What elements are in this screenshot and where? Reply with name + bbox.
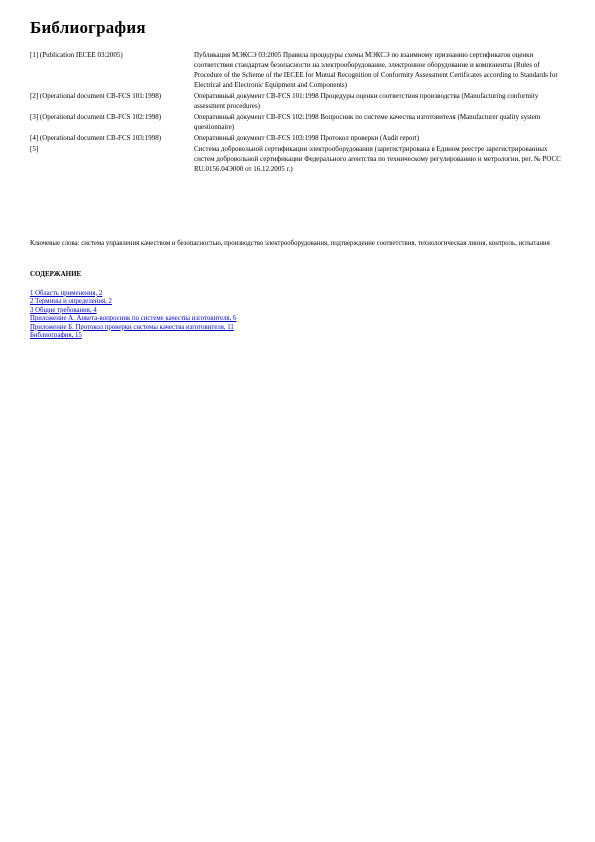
bibliography-row (30, 112, 563, 133)
bibliography-ref: [4] (Operational document CB-FCS 103:1998) (30, 134, 162, 142)
bibliography-ref: [1] (Publication IECEE 03:2005) (30, 51, 123, 59)
bibliography-description: Оперативный документ СВ-FCS 103:1998 Протокол проверки (Audit report) (194, 134, 420, 142)
keywords-paragraph: Ключевые слова: система управления качеством и безопасностью, производство электрооборудования, подтверждение соответствия, технологическая линия, контроль, испытания (30, 240, 550, 247)
toc-link-appendix-a[interactable]: Приложение А. Анкета-вопросник по системе качества изготовителя, 6 (30, 315, 237, 323)
toc-link-terms[interactable]: 2 Термины и определения, 2 (30, 298, 112, 306)
bibliography-ref: [5] (30, 145, 39, 153)
page-title: Библиография (30, 18, 146, 37)
bibliography-row (30, 50, 563, 91)
bibliography-description: Публикация МЭКСЭ 03:2005 Правила процедуры схемы МЭКСЭ по взаимному признанию сертификатов оценки соответствия стандартам безопасности на электрооборудование, электронное оборудование и компоненты (Rules of Procedure of the Scheme of the IECEE for Mutual Recognition of Conformity Assessment Certificates according to Standards for Electrical and Electronic Equipment and Components) (194, 51, 558, 89)
table-of-contents (30, 290, 565, 342)
toc-link-appendix-b[interactable]: Приложение Б. Протокол проверки системы качества изготовителя, 11 (30, 323, 234, 331)
bibliography-row (30, 144, 563, 175)
bibliography-row (30, 91, 563, 112)
bibliography-row (30, 133, 563, 144)
toc-link-bibliography[interactable]: Библиография, 15 (30, 332, 82, 340)
bibliography-description: Оперативный документ СВ-FCS 102:1998 Вопросник по системе качества изготовителя (Manufacturer quality system questionnaire) (194, 113, 541, 131)
toc-title: СОДЕРЖАНИЕ (30, 269, 82, 278)
bibliography-description: Оперативный документ СВ-FCS 101:1998 Процедуры оценки соответствия производства (Manufacturing conformity assessment procedures) (194, 92, 539, 110)
bibliography-table (30, 50, 563, 175)
bibliography-description: Система добровольной сертификации электрооборудования (зарегистрирована в Едином реестре зарегистрированных систем добровольной сертификации Федерального агентства по техническому регулированию и метрологии, рег. № РОСС RU.0156.04Э000 от 16.12.2005 г.) (194, 145, 561, 173)
toc-link-scope[interactable]: 1 Область применения, 2 (30, 289, 103, 297)
bibliography-ref: [2] (Operational document CB-FCS 101:1998) (30, 92, 162, 100)
toc-link-general-requirements[interactable]: 3 Общие требования, 4 (30, 306, 97, 314)
bibliography-ref: [3] (Operational document CB-FCS 102:1998) (30, 113, 162, 121)
